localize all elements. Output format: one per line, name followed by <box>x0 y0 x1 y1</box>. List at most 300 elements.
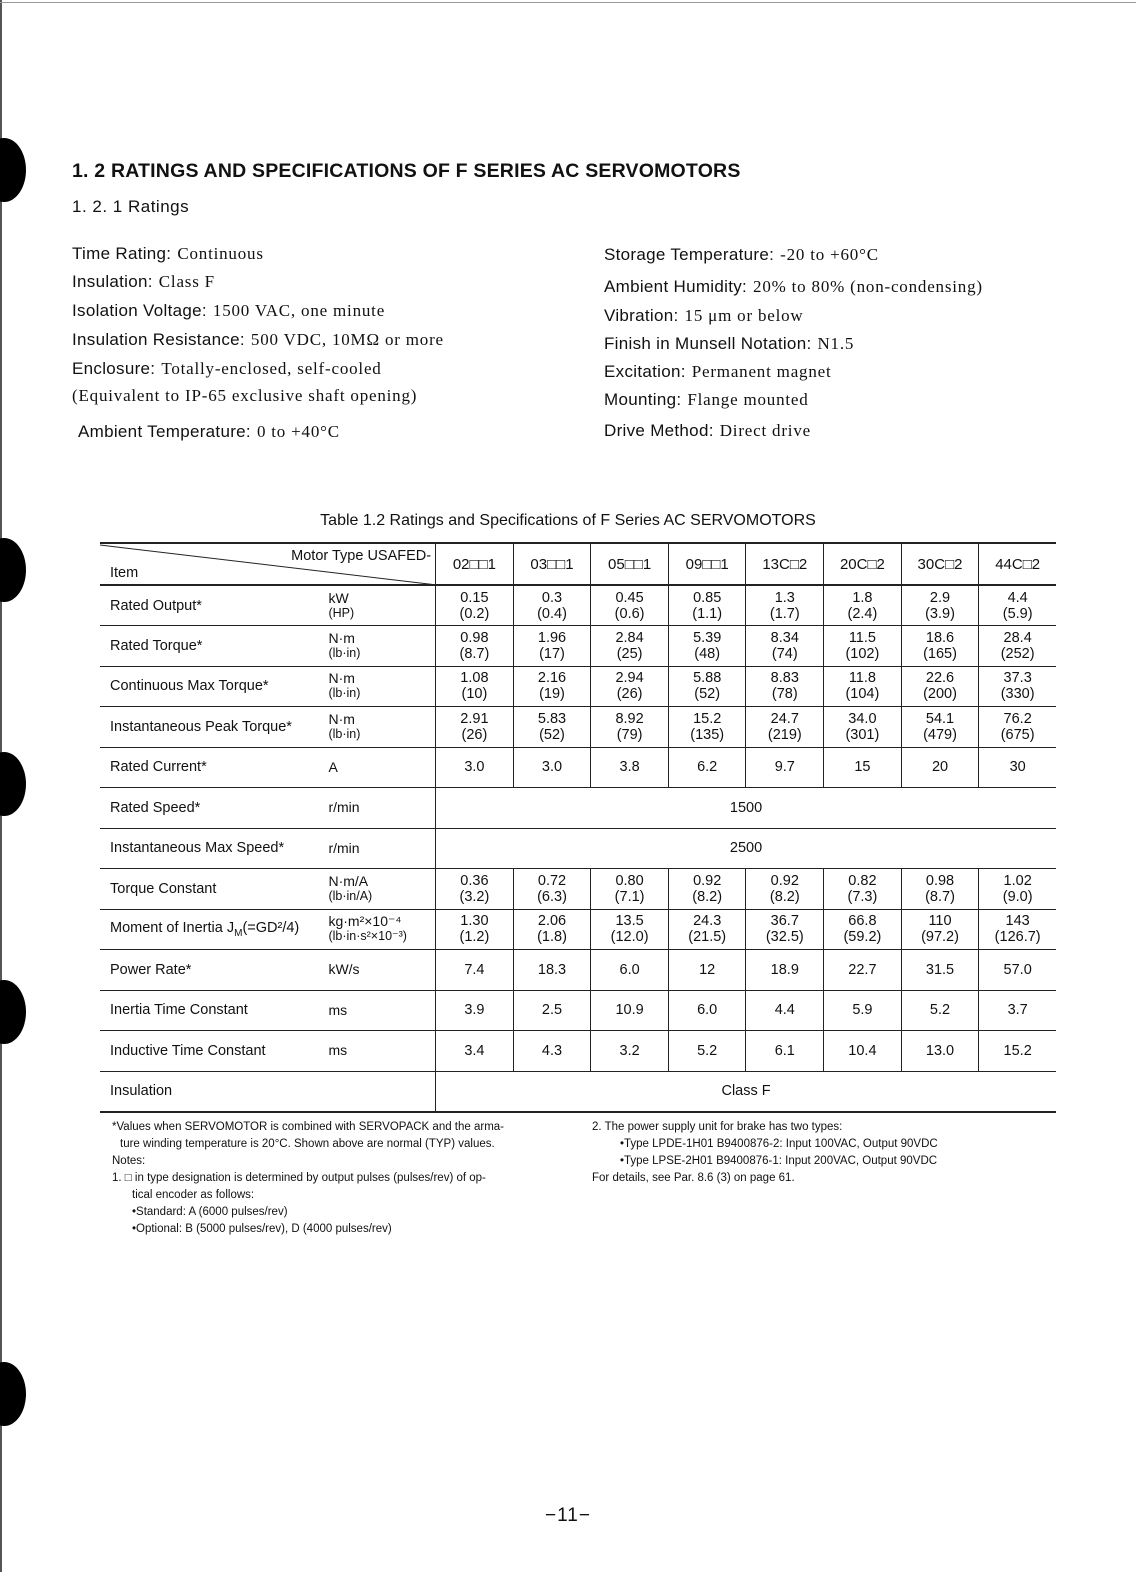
value-si: 2.16 <box>537 670 567 687</box>
value-imperial: (200) <box>923 686 957 703</box>
row-item-label <box>100 707 328 748</box>
value-si: 54.1 <box>925 710 955 727</box>
value-cell <box>668 666 746 707</box>
value-si: 18.6 <box>925 629 955 646</box>
value-cell <box>901 666 979 707</box>
value-cell <box>591 869 669 910</box>
row-item-label <box>100 585 328 626</box>
value-imperial: (48) <box>694 645 721 662</box>
value-cell <box>746 585 824 626</box>
row-unit <box>328 828 435 869</box>
value-cell <box>824 707 902 748</box>
note-line: •Optional: B (5000 pulses/rev), D (4000 pulses/rev) <box>132 1223 392 1235</box>
unit-secondary: (HP) <box>328 605 355 620</box>
value-cell <box>824 909 902 950</box>
value-cell <box>979 666 1056 707</box>
spec-line <box>72 386 417 406</box>
value-si: 0.45 <box>615 589 644 606</box>
value-imperial: (8.2) <box>769 888 800 905</box>
value-cell <box>591 1031 669 1072</box>
value-cell <box>746 909 824 950</box>
unit-secondary: (lb·in) <box>328 686 361 701</box>
spec-value: N1.5 <box>817 334 855 353</box>
value-si: 36.7 <box>770 913 799 930</box>
value-imperial: (25) <box>616 645 643 662</box>
value-cell <box>513 990 591 1031</box>
value-si: 1.02 <box>1003 872 1032 889</box>
value-si: 22.7 <box>848 961 877 978</box>
value-si: 4.4 <box>774 1002 795 1019</box>
value-si: 2.9 <box>929 589 951 606</box>
value-si: 3.4 <box>464 1042 485 1059</box>
value-imperial: (78) <box>771 686 798 703</box>
spec-value: 500 VDC, 10MΩ or more <box>250 330 444 349</box>
item-text: Torque Constant <box>110 880 217 897</box>
value-imperial: (126.7) <box>994 929 1041 946</box>
value-cell <box>901 626 979 667</box>
value-imperial: (219) <box>767 726 802 743</box>
value-imperial: (252) <box>1000 645 1035 662</box>
note-line: •Type LPDE-1H01 B9400876-2: Input 100VAC, Output 90VDC <box>620 1138 938 1150</box>
item-text: Inertia Time Constant <box>110 1002 248 1019</box>
value-si: 3.7 <box>1007 1002 1028 1019</box>
value-si: 5.9 <box>852 1002 873 1019</box>
value-si: 76.2 <box>1003 710 1032 727</box>
unit-secondary: (lb·in/A) <box>328 888 373 903</box>
value-cell <box>824 747 902 788</box>
row-span-value: 2500 <box>436 828 1056 869</box>
value-si: 11.5 <box>848 629 876 646</box>
table-row <box>100 626 1056 667</box>
value-imperial: (26) <box>616 686 643 703</box>
value-si: 1.08 <box>460 670 489 687</box>
value-cell <box>901 990 979 1031</box>
value-cell <box>436 747 514 788</box>
value-cell <box>668 1031 746 1072</box>
spec-key: Ambient Temperature: <box>78 422 251 441</box>
model-header: 09□□1 <box>668 543 746 585</box>
value-si: 5.2 <box>697 1042 718 1059</box>
value-imperial: (52) <box>539 726 565 743</box>
unit-primary: ms <box>328 1001 348 1018</box>
value-si: 0.15 <box>460 589 489 606</box>
note-line: Notes: <box>112 1155 146 1167</box>
value-cell <box>824 585 902 626</box>
row-item-label <box>100 869 328 910</box>
value-si: 6.2 <box>697 759 718 776</box>
value-cell <box>979 909 1056 950</box>
value-cell <box>979 869 1056 910</box>
value-cell <box>979 1031 1056 1072</box>
value-cell <box>979 990 1056 1031</box>
item-text: Insulation <box>110 1083 173 1099</box>
value-imperial: (165) <box>923 645 957 662</box>
item-text: Continuous Max Torque* <box>110 678 269 695</box>
unit-primary: N·m <box>328 670 355 687</box>
value-imperial: (1.2) <box>459 929 490 946</box>
value-imperial: (0.2) <box>459 605 490 622</box>
value-cell <box>591 990 669 1031</box>
value-cell <box>668 950 746 991</box>
value-cell <box>436 666 514 707</box>
row-unit <box>328 909 435 950</box>
value-si: 3.8 <box>619 759 640 776</box>
spec-key: Ambient Humidity: <box>604 277 748 296</box>
row-unit <box>328 747 435 788</box>
unit-primary: N·m <box>328 710 355 727</box>
value-cell <box>591 626 669 667</box>
table-row <box>100 828 1056 869</box>
spec-line <box>72 301 385 321</box>
spec-value: 15 μm or below <box>684 306 804 325</box>
value-imperial: (479) <box>923 726 957 743</box>
value-si: 0.36 <box>460 872 489 889</box>
note-line: 1. □ in type designation is determined by output pulses (pulses/rev) of op- <box>112 1172 486 1184</box>
notes-right <box>592 1119 938 1187</box>
spec-key: Time Rating: <box>72 244 172 263</box>
unit-primary: N·m/A <box>328 872 369 889</box>
spec-key: Insulation: <box>72 272 153 291</box>
table-header-row <box>100 543 1056 585</box>
value-si: 8.83 <box>770 670 799 687</box>
row-item-label <box>100 1031 328 1072</box>
table-row <box>100 869 1056 910</box>
value-cell <box>436 1031 514 1072</box>
value-si: 31.5 <box>925 961 955 978</box>
row-span-value: Class F <box>436 1071 1056 1112</box>
value-si: 0.80 <box>615 872 644 889</box>
value-imperial: (26) <box>461 726 488 743</box>
unit-primary: kW <box>328 589 349 606</box>
unit-primary: A <box>328 758 338 775</box>
value-si: 5.83 <box>537 710 567 727</box>
value-imperial: (135) <box>690 726 725 743</box>
item-text: Rated Current* <box>110 759 207 776</box>
row-item-label <box>100 950 328 991</box>
spec-value: 1500 VAC, one minute <box>212 301 386 320</box>
value-imperial: (9.0) <box>1002 888 1033 905</box>
value-imperial: (1.1) <box>692 605 723 622</box>
unit-secondary: (lb·in·s²×10⁻³) <box>328 929 407 944</box>
value-si: 2.5 <box>541 1002 563 1019</box>
value-imperial: (102) <box>845 645 880 662</box>
value-si: 5.2 <box>929 1002 951 1019</box>
row-unit <box>328 1031 435 1072</box>
value-si: 3.0 <box>541 759 563 776</box>
punch-hole <box>0 138 26 202</box>
value-imperial: (79) <box>616 726 643 743</box>
value-cell <box>513 950 591 991</box>
value-si: 12 <box>699 961 716 978</box>
value-imperial: (104) <box>845 686 880 703</box>
value-si: 4.3 <box>541 1042 563 1059</box>
value-cell <box>513 869 591 910</box>
value-cell <box>668 626 746 667</box>
note-line: ture winding temperature is 20°C. Shown above are normal (TYP) values. <box>120 1138 495 1150</box>
value-si: 37.3 <box>1003 670 1032 687</box>
value-cell <box>668 585 746 626</box>
value-cell <box>436 707 514 748</box>
spec-value: Direct drive <box>719 421 811 440</box>
row-item-label <box>100 909 328 950</box>
value-imperial: (59.2) <box>843 929 882 946</box>
value-si: 8.92 <box>615 710 644 727</box>
section-heading: 1. 2 RATINGS AND SPECIFICATIONS OF F SERIES AC SERVOMOTORS <box>72 160 741 182</box>
value-si: 1.8 <box>852 589 873 606</box>
spec-value: (Equivalent to IP-65 exclusive shaft opening) <box>72 386 418 405</box>
value-si: 0.3 <box>541 589 563 606</box>
value-cell <box>746 990 824 1031</box>
value-cell <box>436 909 514 950</box>
note-line: •Type LPSE-2H01 B9400876-1: Input 200VAC, Output 90VDC <box>620 1155 938 1167</box>
model-header: 02□□1 <box>436 543 514 585</box>
value-cell <box>436 869 514 910</box>
ratings-table <box>100 542 1056 1113</box>
value-cell <box>824 869 902 910</box>
value-cell <box>824 990 902 1031</box>
note-line: *Values when SERVOMOTOR is combined with SERVOPACK and the arma- <box>112 1121 505 1133</box>
value-imperial: (8.2) <box>692 888 723 905</box>
spec-key: Isolation Voltage: <box>72 301 207 320</box>
spec-value: Class F <box>158 272 215 291</box>
value-si: 18.9 <box>770 961 799 978</box>
value-cell <box>513 626 591 667</box>
value-cell <box>901 1031 979 1072</box>
page-number: −11− <box>545 1505 591 1526</box>
value-cell <box>979 747 1056 788</box>
value-cell <box>513 707 591 748</box>
unit-primary: kW/s <box>328 961 360 978</box>
value-si: 0.92 <box>770 872 799 889</box>
row-item-label <box>100 1071 328 1112</box>
row-unit <box>328 666 435 707</box>
value-si: 6.0 <box>619 961 640 978</box>
row-item-label <box>100 747 328 788</box>
spec-line <box>604 334 854 354</box>
value-cell <box>513 1031 591 1072</box>
value-cell <box>979 626 1056 667</box>
spec-line <box>604 277 983 297</box>
table-row <box>100 990 1056 1031</box>
spec-line <box>72 359 382 379</box>
row-item-label <box>100 666 328 707</box>
value-si: 57.0 <box>1003 961 1032 978</box>
value-si: 20 <box>931 759 949 776</box>
value-imperial: (52) <box>694 686 721 703</box>
table-row <box>100 1031 1056 1072</box>
spec-line <box>72 330 444 350</box>
value-cell <box>979 950 1056 991</box>
value-imperial: (0.6) <box>614 605 645 622</box>
value-cell <box>824 626 902 667</box>
value-si: 7.4 <box>464 961 485 978</box>
row-unit <box>328 1071 435 1112</box>
value-cell <box>591 707 669 748</box>
note-line: 2. The power supply unit for brake has two types: <box>592 1121 843 1133</box>
item-text: Instantaneous Peak Torque* <box>110 718 292 735</box>
value-cell <box>901 950 979 991</box>
punch-hole <box>0 538 26 602</box>
value-si: 1.3 <box>774 589 795 606</box>
motor-type-label: Motor Type USAFED- <box>291 548 432 564</box>
value-si: 10.4 <box>848 1042 877 1059</box>
value-imperial: (3.2) <box>459 888 490 905</box>
row-unit <box>328 788 435 829</box>
value-si: 0.98 <box>925 872 955 889</box>
spec-line <box>604 421 811 441</box>
value-si: 1.96 <box>537 629 567 646</box>
value-imperial: (1.7) <box>769 605 800 622</box>
item-text: Rated Speed* <box>110 799 201 816</box>
value-cell <box>979 585 1056 626</box>
value-imperial: (6.3) <box>537 888 567 905</box>
value-imperial: (8.7) <box>925 888 955 905</box>
spec-key: Storage Temperature: <box>604 245 775 264</box>
spec-value: 20% to 80% (non-condensing) <box>753 277 983 296</box>
spec-line <box>72 244 264 264</box>
spec-line <box>604 245 879 265</box>
item-text: Instantaneous Max Speed* <box>110 840 285 857</box>
row-item-label <box>100 828 328 869</box>
punch-hole <box>0 752 26 816</box>
spec-key: Excitation: <box>604 362 686 381</box>
model-header: 20C□2 <box>824 543 902 585</box>
row-unit <box>328 626 435 667</box>
model-header: 05□□1 <box>591 543 669 585</box>
value-cell <box>901 869 979 910</box>
spec-key: Drive Method: <box>604 421 714 440</box>
value-cell <box>668 747 746 788</box>
note-line: •Standard: A (6000 pulses/rev) <box>132 1206 288 1218</box>
value-si: 0.98 <box>460 629 489 646</box>
value-imperial: (330) <box>1000 686 1035 703</box>
value-imperial: (12.0) <box>610 929 649 946</box>
value-imperial: (2.4) <box>847 605 878 622</box>
model-header: 13C□2 <box>746 543 824 585</box>
value-cell <box>901 747 979 788</box>
spec-line <box>604 362 832 382</box>
value-imperial: (17) <box>539 645 565 662</box>
value-si: 30 <box>1009 759 1026 776</box>
table-row <box>100 666 1056 707</box>
value-imperial: (7.3) <box>847 888 878 905</box>
value-imperial: (3.9) <box>925 605 955 622</box>
value-si: 9.7 <box>774 759 795 776</box>
spec-key: Insulation Resistance: <box>72 330 245 349</box>
model-header: 30C□2 <box>901 543 979 585</box>
unit-primary: N·m <box>328 629 355 646</box>
value-si: 143 <box>1005 913 1030 930</box>
value-si: 15 <box>854 759 871 776</box>
value-cell <box>591 666 669 707</box>
value-cell <box>591 585 669 626</box>
value-cell <box>746 707 824 748</box>
notes-left <box>112 1119 504 1238</box>
spec-value: Permanent magnet <box>691 362 832 381</box>
value-imperial: (21.5) <box>688 929 727 946</box>
punch-hole <box>0 1362 26 1426</box>
spec-value: Continuous <box>177 244 264 263</box>
table-caption: Table 1.2 Ratings and Specifications of F Series AC SERVOMOTORS <box>320 512 816 529</box>
value-cell <box>746 950 824 991</box>
value-cell <box>436 585 514 626</box>
value-si: 4.4 <box>1007 589 1028 606</box>
value-imperial: (7.1) <box>614 888 645 905</box>
value-cell <box>436 626 514 667</box>
value-cell <box>979 707 1056 748</box>
unit-secondary: (lb·in) <box>328 726 361 741</box>
value-cell <box>591 747 669 788</box>
spec-line <box>72 272 215 292</box>
value-imperial: (10) <box>461 686 488 703</box>
spec-key: Finish in Munsell Notation: <box>604 334 812 353</box>
spec-key: Enclosure: <box>72 359 156 378</box>
table-row <box>100 788 1056 829</box>
item-text: Inductive Time Constant <box>110 1042 266 1059</box>
value-si: 2.91 <box>460 710 489 727</box>
value-cell <box>901 585 979 626</box>
value-cell <box>436 950 514 991</box>
item-text: Rated Output* <box>110 597 202 614</box>
value-si: 0.82 <box>848 872 877 889</box>
value-si: 24.3 <box>693 913 722 930</box>
table-row <box>100 747 1056 788</box>
page-top-edge <box>0 2 1136 3</box>
value-si: 110 <box>928 913 952 930</box>
spec-key: Mounting: <box>604 390 682 409</box>
value-si: 3.0 <box>464 759 485 776</box>
note-line: tical encoder as follows: <box>132 1189 255 1201</box>
value-si: 10.9 <box>615 1002 644 1019</box>
value-imperial: (74) <box>771 645 798 662</box>
subsection-heading: 1. 2. 1 Ratings <box>72 197 190 216</box>
value-si: 5.88 <box>693 670 722 687</box>
row-item-label <box>100 788 328 829</box>
value-si: 6.1 <box>774 1042 795 1059</box>
row-unit <box>328 585 435 626</box>
value-cell <box>513 585 591 626</box>
value-si: 66.8 <box>848 913 877 930</box>
table-row <box>100 707 1056 748</box>
value-imperial: (5.9) <box>1002 605 1033 622</box>
value-imperial: (19) <box>539 686 565 703</box>
value-si: 6.0 <box>697 1002 718 1019</box>
value-cell <box>668 869 746 910</box>
item-tail: (=GD²/4) <box>242 919 300 936</box>
value-imperial: (97.2) <box>921 929 959 946</box>
value-si: 34.0 <box>848 710 877 727</box>
item-text: Moment of Inertia J <box>110 919 235 936</box>
value-cell <box>901 707 979 748</box>
value-imperial: (301) <box>845 726 880 743</box>
value-cell <box>824 666 902 707</box>
value-cell <box>668 707 746 748</box>
value-cell <box>746 747 824 788</box>
item-subscript: M <box>234 927 243 939</box>
spec-line <box>604 390 809 410</box>
value-si: 8.34 <box>770 629 799 646</box>
row-item-label <box>100 626 328 667</box>
table-row <box>100 950 1056 991</box>
value-si: 13.0 <box>925 1042 955 1059</box>
model-header: 03□□1 <box>513 543 591 585</box>
value-cell <box>436 990 514 1031</box>
spec-value: Totally-enclosed, self-cooled <box>161 359 382 378</box>
value-si: 2.84 <box>615 629 644 646</box>
value-si: 0.72 <box>537 872 567 889</box>
value-si: 18.3 <box>537 961 567 978</box>
value-si: 2.06 <box>537 913 567 930</box>
